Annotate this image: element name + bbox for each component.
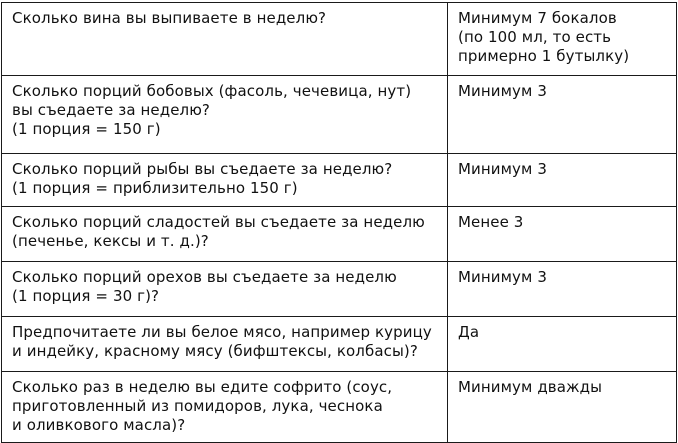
answer-cell: Минимум 3: [448, 76, 677, 154]
answer-cell: Минимум 3: [448, 262, 677, 317]
answer-cell: Минимум 7 бокалов (по 100 мл, то есть примерно 1 бутылку): [448, 3, 677, 76]
table-row: [2, 317, 677, 372]
question-cell: Сколько порций бобовых (фасоль, чечевица, нут) вы съедаете за неделю? (1 порция = 150 г): [2, 76, 448, 154]
table-row: [2, 207, 677, 262]
answer-cell: Минимум 3: [448, 154, 677, 207]
question-cell: Сколько порций орехов вы съедаете за неделю (1 порция = 30 г)?: [2, 262, 448, 317]
table-row: [2, 262, 677, 317]
table-row: [2, 3, 677, 76]
table-row: [2, 76, 677, 154]
table-row: [2, 372, 677, 443]
question-cell: Предпочитаете ли вы белое мясо, например курицу и индейку, красному мясу (бифштексы, колбасы)?: [2, 317, 448, 372]
questionnaire-table: [1, 2, 677, 443]
answer-cell: Минимум дважды: [448, 372, 677, 443]
question-cell: Сколько порций рыбы вы съедаете за неделю? (1 порция = приблизительно 150 г): [2, 154, 448, 207]
table-row: [2, 154, 677, 207]
answer-cell: Да: [448, 317, 677, 372]
question-cell: Сколько порций сладостей вы съедаете за неделю (печенье, кексы и т. д.)?: [2, 207, 448, 262]
question-cell: Сколько раз в неделю вы едите софрито (соус, приготовленный из помидоров, лука, чеснока и оливкового масла)?: [2, 372, 448, 443]
answer-cell: Менее 3: [448, 207, 677, 262]
question-cell: Сколько вина вы выпиваете в неделю?: [2, 3, 448, 76]
